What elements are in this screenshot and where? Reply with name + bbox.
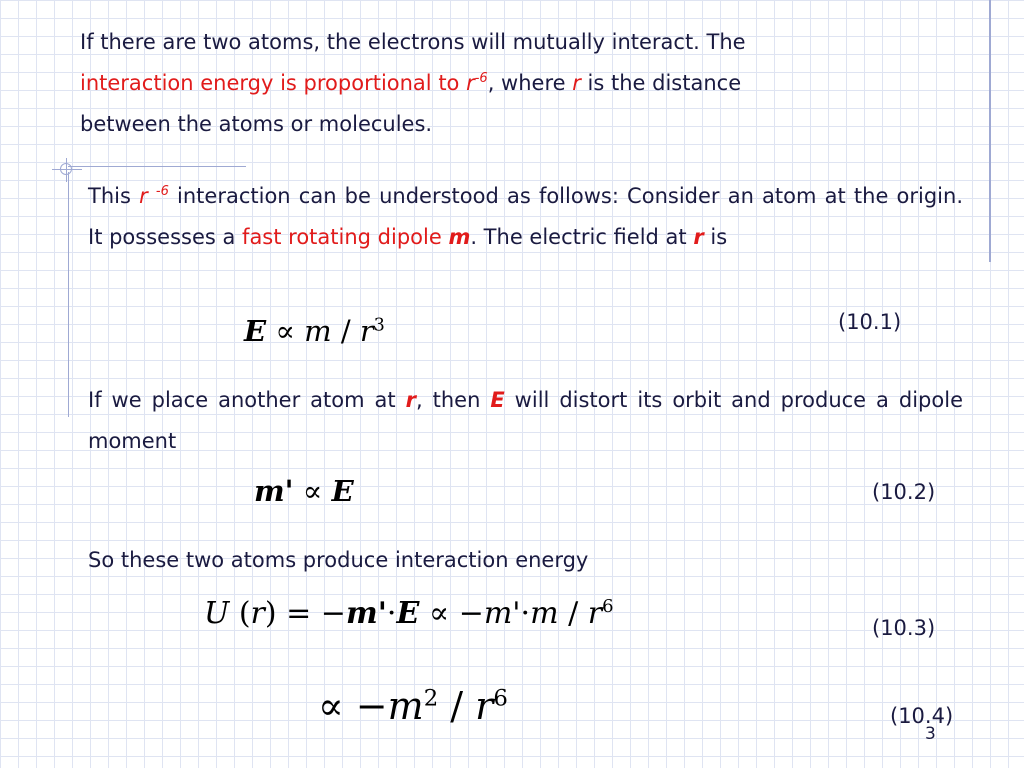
intro-line-3: between the atoms or molecules. (80, 112, 433, 136)
dipole-exponent: -6 (155, 184, 169, 199)
horizontal-rule (68, 166, 246, 167)
page-number: 3 (925, 724, 936, 744)
equation-number-10-2: (10.2) (872, 480, 936, 504)
left-vertical-rule (68, 172, 69, 417)
intro-r: r (466, 71, 475, 95)
intro-exponent: -6 (474, 71, 488, 86)
equation-number-10-3: (10.3) (872, 616, 936, 640)
intro-highlight: interaction energy is proportional to (80, 71, 460, 95)
equation-10-1: $E \propto m / r^3$ (244, 314, 385, 348)
dipole-text: interaction can be understood as follows: Consider an atom at the origin. It possesses a (88, 184, 963, 249)
dipole-r: r (139, 184, 148, 208)
intro-r2: r (572, 71, 581, 95)
dipole-r-bold: r (693, 225, 704, 249)
intro-distance-text: is the distance (580, 71, 742, 95)
dipole-field-text: . The electric field at (470, 225, 694, 249)
intro-paragraph (80, 22, 880, 145)
dipole-m: m (448, 225, 471, 249)
equation-10-4: ∝ $-m^2 / r^6$ (318, 684, 508, 728)
dipole-this: This (88, 184, 140, 208)
equation-10-3: U $(r) = -m'\cdot E \propto -m'\cdot m / r^6$ (204, 596, 614, 631)
distort-text: If we place another atom at (88, 388, 406, 412)
intro-where: , where (487, 71, 573, 95)
dipole-paragraph (88, 176, 963, 258)
intro-line-1: If there are two atoms, the electrons will mutually interact. The (80, 30, 746, 54)
distort-rest: will distort its orbit and produce a dipole moment (88, 388, 963, 453)
dipole-is: is (703, 225, 728, 249)
equation-10-2: m' ∝ E (254, 474, 354, 508)
distort-r: r (405, 388, 416, 412)
equation-number-10-1: (10.1) (838, 310, 902, 334)
right-vertical-rule (989, 0, 991, 262)
distort-E: E (490, 388, 505, 412)
dipole-highlight: fast rotating dipole (242, 225, 449, 249)
equation-number-10-4: (10.4) (890, 704, 954, 728)
energy-paragraph: So these two atoms produce interaction energy (88, 548, 589, 572)
crosshair-ring-icon (60, 163, 72, 175)
distort-paragraph (88, 380, 963, 462)
distort-then: , then (415, 388, 491, 412)
